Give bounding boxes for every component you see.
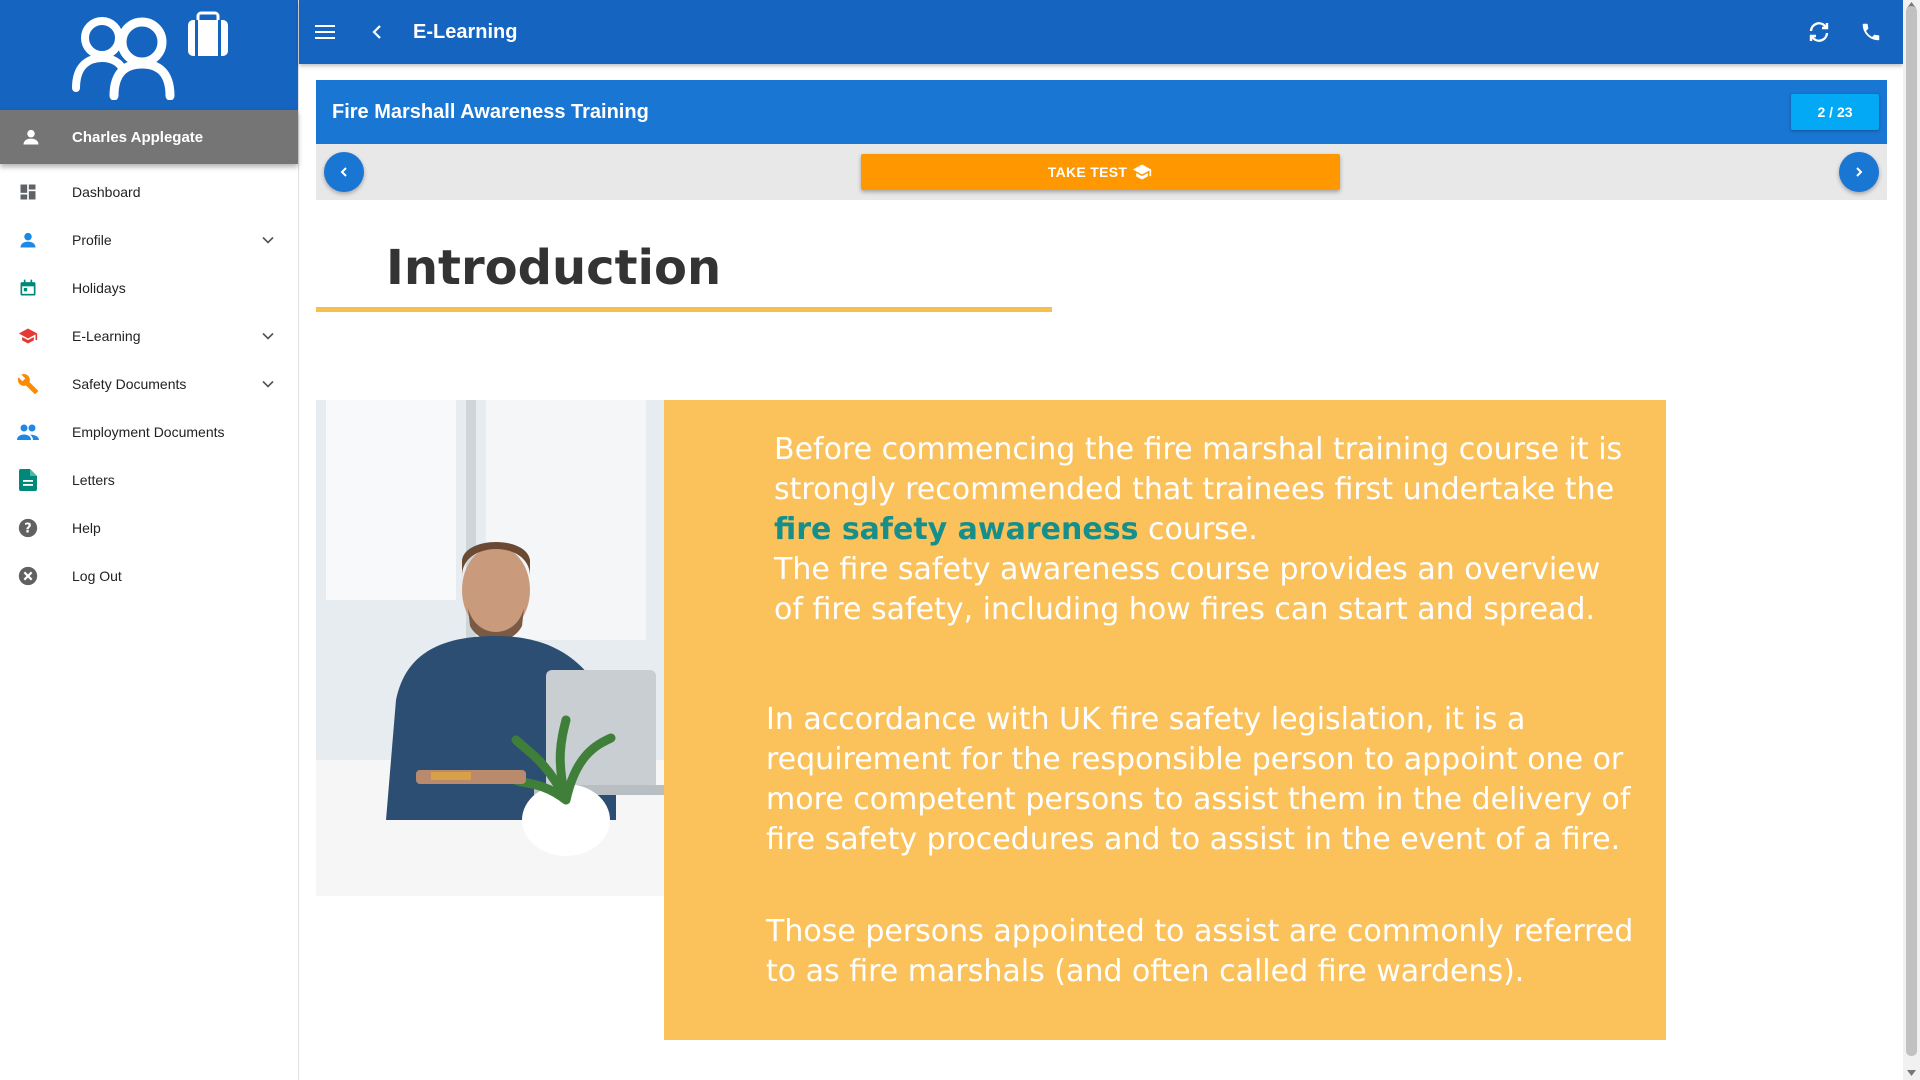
sidebar-item-dashboard[interactable] bbox=[0, 168, 298, 216]
user-bar[interactable] bbox=[0, 110, 298, 164]
logo-area bbox=[0, 0, 298, 110]
sidebar-item-label: Safety Documents bbox=[72, 376, 187, 392]
take-test-button[interactable] bbox=[861, 154, 1340, 190]
menu-icon[interactable] bbox=[313, 20, 337, 44]
top-app-bar bbox=[299, 0, 1903, 64]
title-underline bbox=[316, 307, 1052, 312]
document-icon bbox=[16, 468, 40, 492]
sidebar-item-label: Profile bbox=[72, 232, 112, 248]
man-at-laptop-photo bbox=[316, 400, 664, 896]
slide-text-box bbox=[664, 400, 1666, 1040]
paragraph-1-text: Before commencing the fire marshal training course it is strongly recommended that trainees first undertake the bbox=[774, 432, 1623, 507]
svg-text:?: ? bbox=[24, 521, 32, 537]
paragraph-1-second: The fire safety awareness course provides an overview of fire safety, including how fires can start and spread. bbox=[774, 552, 1601, 627]
phone-icon[interactable] bbox=[1859, 20, 1883, 44]
sidebar-item-profile[interactable] bbox=[0, 216, 298, 264]
chevron-right-icon bbox=[1852, 165, 1866, 179]
sidebar-item-label: E-Learning bbox=[72, 328, 141, 344]
sidebar-item-label: Holidays bbox=[72, 280, 126, 296]
course-header bbox=[316, 80, 1887, 144]
sidebar-item-label: Help bbox=[72, 520, 101, 536]
sync-icon[interactable] bbox=[1807, 20, 1831, 44]
person-icon bbox=[16, 228, 40, 252]
paragraph-2: In accordance with UK fire safety legislation, it is a requirement for the responsible person to appoint one or more competent persons to assist them in the delivery of fire safety procedures and to assist in the event of a fire. bbox=[766, 702, 1631, 857]
cancel-icon bbox=[16, 564, 40, 588]
chevron-down-icon[interactable] bbox=[258, 230, 278, 250]
app-logo-icon bbox=[70, 8, 230, 100]
next-slide-button[interactable] bbox=[1839, 152, 1879, 192]
page-counter[interactable]: 2 / 23 bbox=[1791, 94, 1879, 130]
slide-controls bbox=[316, 144, 1887, 200]
calendar-icon bbox=[16, 276, 40, 300]
sidebar-item-label: Employment Documents bbox=[72, 424, 225, 440]
sidebar-item-holidays[interactable] bbox=[0, 264, 298, 312]
scroll-down-arrow-icon[interactable] bbox=[1907, 1070, 1916, 1076]
scroll-thumb[interactable] bbox=[1906, 6, 1917, 1056]
sidebar bbox=[0, 0, 299, 1080]
wrench-icon bbox=[16, 372, 40, 396]
fire-safety-awareness-link[interactable]: fire safety awareness bbox=[774, 512, 1139, 547]
sidebar-item-help[interactable] bbox=[0, 504, 298, 552]
sidebar-nav bbox=[0, 164, 298, 600]
sidebar-item-safety-documents[interactable] bbox=[0, 360, 298, 408]
course-title: Fire Marshall Awareness Training bbox=[332, 100, 649, 123]
page-title: E-Learning bbox=[413, 20, 518, 43]
sidebar-item-letters[interactable] bbox=[0, 456, 298, 504]
chevron-left-icon bbox=[337, 165, 351, 179]
sidebar-item-log-out[interactable] bbox=[0, 552, 298, 600]
slide-content bbox=[316, 200, 1887, 1060]
account-icon bbox=[20, 126, 42, 148]
take-test-label: TAKE TEST bbox=[1047, 164, 1128, 180]
back-icon[interactable] bbox=[365, 20, 389, 44]
paragraph-1 bbox=[774, 430, 1634, 630]
people-icon bbox=[16, 420, 40, 444]
school-icon bbox=[1131, 162, 1153, 182]
sidebar-item-label: Dashboard bbox=[72, 184, 141, 200]
paragraph-1-end: course. bbox=[1138, 512, 1258, 547]
previous-slide-button[interactable] bbox=[324, 152, 364, 192]
school-icon bbox=[16, 324, 40, 348]
slide-title: Introduction bbox=[386, 240, 722, 296]
sidebar-item-employment-documents[interactable] bbox=[0, 408, 298, 456]
paragraph-3: Those persons appointed to assist are commonly referred to as fire marshals (and often called fire wardens). bbox=[766, 914, 1634, 989]
sidebar-item-label: Log Out bbox=[72, 568, 122, 584]
sidebar-item-label: Letters bbox=[72, 472, 115, 488]
user-name: Charles Applegate bbox=[72, 128, 204, 146]
topbar-actions bbox=[1807, 20, 1883, 44]
sidebar-item-e-learning[interactable] bbox=[0, 312, 298, 360]
chevron-down-icon[interactable] bbox=[258, 326, 278, 346]
page-scrollbar[interactable] bbox=[1903, 0, 1920, 1080]
chevron-down-icon[interactable] bbox=[258, 374, 278, 394]
help-icon bbox=[16, 516, 40, 540]
dashboard-icon bbox=[16, 180, 40, 204]
